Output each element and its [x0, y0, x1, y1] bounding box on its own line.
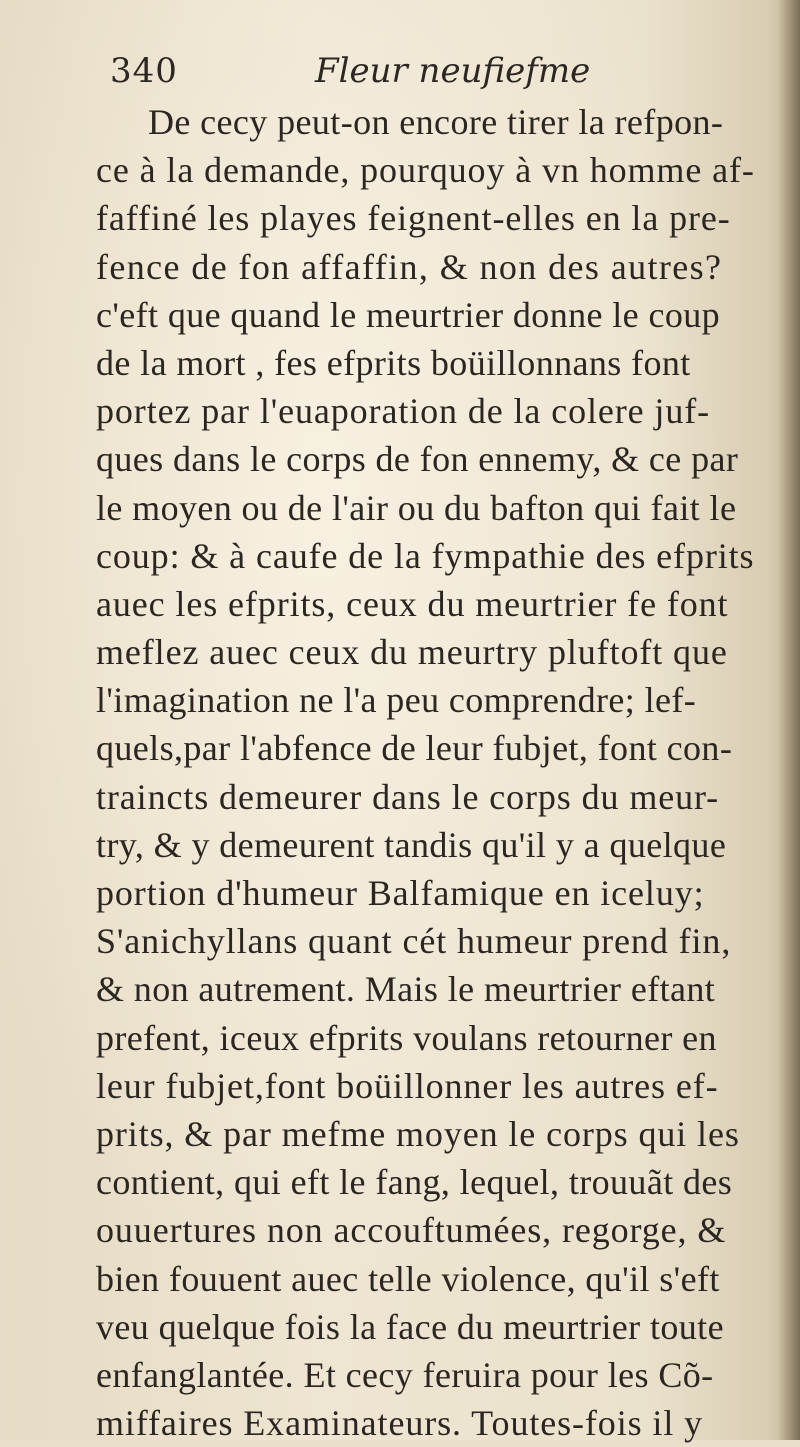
text-line: bien fouuent auec telle violence, qu'il s'eft	[96, 1258, 720, 1299]
text-line: ques dans le corps de fon ennemy, & ce par	[96, 439, 739, 480]
text-line: prits, & par mefme moyen le corps qui les	[96, 1113, 740, 1154]
running-title: Fleur neufiefme	[315, 51, 591, 91]
text-line: De cecy peut-on encore tirer la refpon-	[148, 102, 724, 142]
text-line: prefent, iceux efprits voulans retourner en	[96, 1017, 717, 1058]
text-line: enfanglantée. Et cecy feruira pour les Cõ-	[96, 1354, 714, 1395]
text-line: meflez auec ceux du meurtry pluftoft que	[96, 632, 728, 673]
page-gutter-shadow	[778, 0, 800, 1440]
text-line: contient, qui eft le fang, lequel, trouuãt des	[96, 1162, 733, 1203]
text-line: traincts demeurer dans le corps du meur-	[96, 776, 720, 817]
text-line: ouuertures non accouftumées, regorge, &	[96, 1210, 727, 1251]
text-line: l'imagination ne l'a peu comprendre; lef-	[96, 680, 697, 721]
text-line: auec les efprits, ceux du meurtrier fe font	[96, 583, 729, 624]
text-line: coup: & à caufe de la fympathie des efprits	[96, 535, 755, 576]
text-line: ce à la demande, pourquoy à vn homme af-	[96, 150, 755, 191]
text-line: veu quelque fois la face du meurtrier toute	[96, 1306, 724, 1347]
text-line: miffaires Examinateurs. Toutes-fois il y	[96, 1403, 704, 1444]
text-line: S'anichyllans quant cét humeur prend fin,	[96, 921, 732, 962]
text-line: quels,par l'abfence de leur fubjet, font con-	[96, 728, 733, 769]
text-line: c'eft que quand le meurtrier donne le coup	[96, 294, 721, 335]
text-line: portion d'humeur Balfamique en iceluy;	[96, 873, 705, 913]
page-number: 340	[110, 51, 178, 91]
text-line: de la mort , fes efprits boüillonnans font	[96, 342, 691, 383]
text-line: fence de fon affaffin, & non des autres?	[96, 246, 723, 287]
text-line: & non autrement. Mais le meurtrier eftant	[96, 969, 716, 1010]
text-line: portez par l'euaporation de la colere juf-	[96, 391, 710, 432]
page-header	[110, 44, 750, 98]
text-line: try, & y demeurent tandis qu'il y a quelque	[96, 824, 727, 865]
text-line: leur fubjet,font boüillonner les autres ef-	[96, 1065, 719, 1106]
body-text	[96, 98, 776, 1447]
text-line: faffiné les playes feignent-elles en la pre-	[96, 198, 731, 239]
text-line: le moyen ou de l'air ou du bafton qui fait le	[96, 487, 737, 528]
